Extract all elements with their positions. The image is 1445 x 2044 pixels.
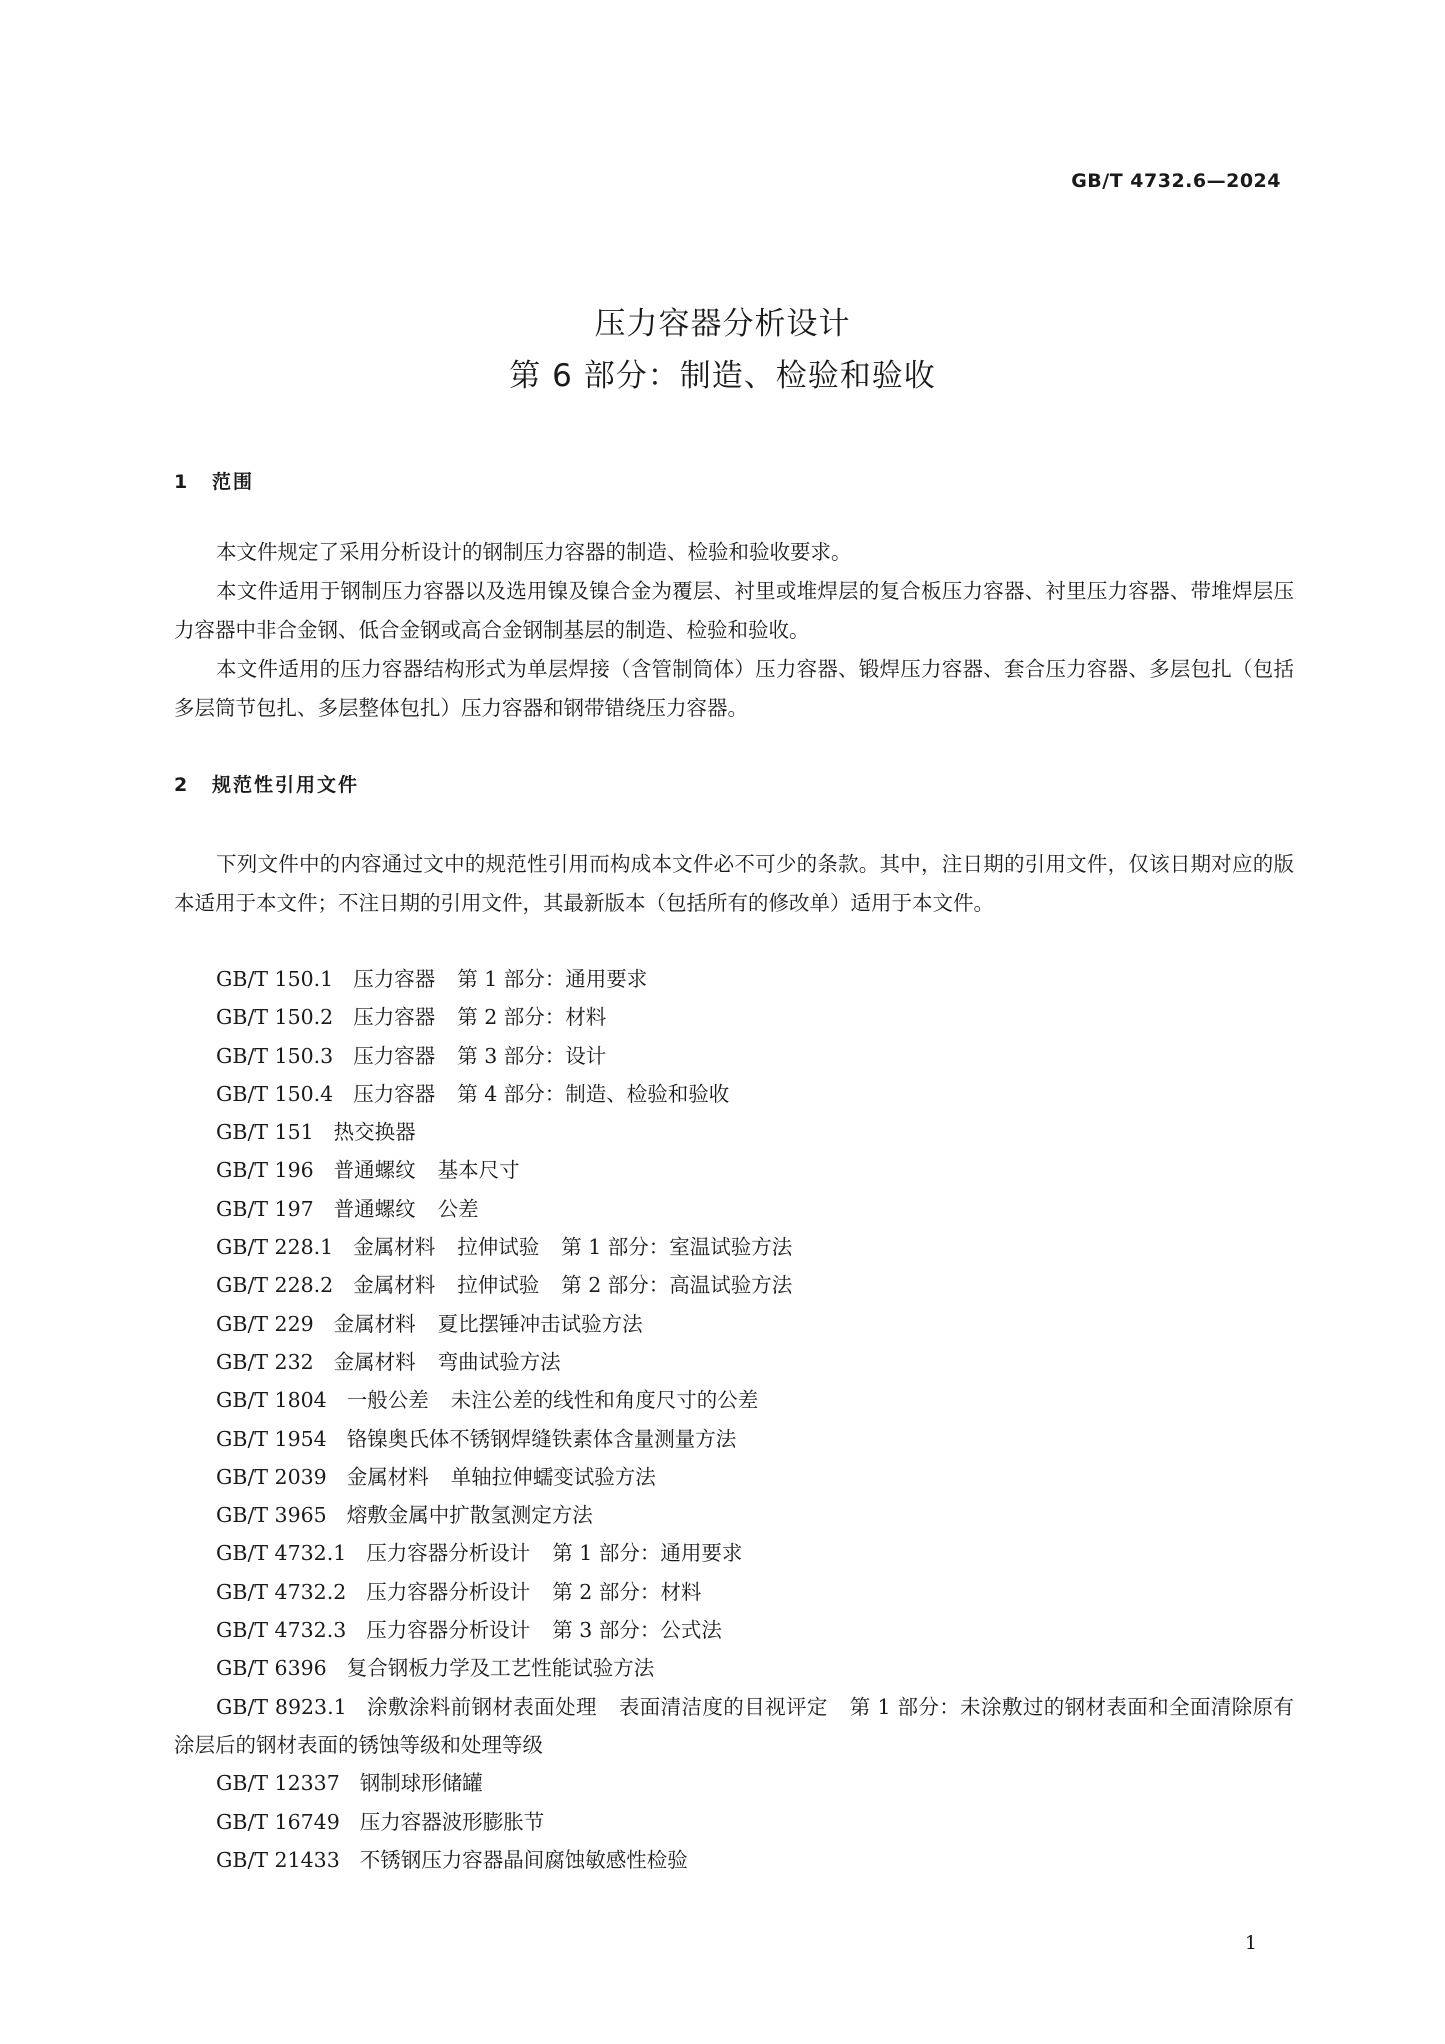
section-heading-normative-references <box>174 770 359 797</box>
reference-code: GB/T 229 <box>216 1311 314 1336</box>
reference-item <box>174 1075 1294 1113</box>
reference-title-part: 弯曲试验方法 <box>437 1349 561 1374</box>
reference-title-part: 压力容器 <box>353 967 436 991</box>
paragraph: 本文件规定了采用分析设计的钢制压力容器的制造、检验和验收要求。 <box>216 540 852 564</box>
reference-title-part: 第 3 部分：公式法 <box>552 1618 722 1643</box>
reference-title-part: 第 4 部分：制造、检验和验收 <box>457 1081 730 1106</box>
reference-title-part: 涂敷涂料前钢材表面处理 <box>366 1694 597 1719</box>
reference-title-part: 金属材料 <box>353 1235 436 1260</box>
reference-item <box>174 1228 1294 1266</box>
reference-title-part: 金属材料 <box>346 1464 429 1489</box>
section-number: 1 <box>174 471 190 493</box>
reference-item <box>174 1343 1294 1381</box>
reference-item <box>174 1305 1294 1343</box>
document-title: 压力容器分析设计 <box>594 306 851 342</box>
paragraph: 本文件适用于钢制压力容器以及选用镍及镍合金为覆层、衬里或堆焊层的复合板压力容器、衬里压力容器、带堆焊层压力容器中非合金钢、低合金钢或高合金钢制基层的制造、检验和验收。 <box>174 579 1294 642</box>
reference-title-part: 拉伸试验 <box>457 1235 540 1260</box>
reference-title-part: 热交换器 <box>333 1120 416 1145</box>
reference-title-part: 第 1 部分：通用要求 <box>457 967 648 991</box>
reference-title-part: 压力容器分析设计 <box>366 1618 531 1643</box>
reference-title-part: 公差 <box>437 1196 479 1221</box>
section-title: 范围 <box>212 471 255 493</box>
reference-title-part: 金属材料 <box>333 1349 416 1374</box>
reference-title-part: 第 1 部分：通用要求 <box>552 1541 743 1566</box>
reference-code: GB/T 150.3 <box>216 1043 334 1068</box>
reference-item <box>174 960 1294 998</box>
reference-title-part: 表面清洁度的目视评定 <box>618 1694 828 1719</box>
reference-title-part: 金属材料 <box>333 1311 416 1336</box>
section-heading-scope <box>174 467 254 494</box>
reference-title-part: 压力容器 <box>353 1005 436 1030</box>
reference-code: GB/T 196 <box>216 1158 314 1183</box>
reference-title-part: 普通螺纹 <box>333 1196 416 1221</box>
reference-item <box>174 1420 1294 1458</box>
reference-item <box>174 1534 1294 1572</box>
reference-item <box>174 1037 1294 1075</box>
reference-code: GB/T 228.2 <box>216 1273 334 1298</box>
standard-number: GB/T 4732.6—2024 <box>1071 170 1281 192</box>
document-subtitle: 第 6 部分：制造、检验和验收 <box>509 358 936 394</box>
reference-code: GB/T 228.1 <box>216 1235 334 1260</box>
reference-title-part: 第 2 部分：材料 <box>552 1579 702 1604</box>
reference-title-part: 第 1 部分：室温试验方法 <box>561 1235 793 1260</box>
page-number: 1 <box>1244 1932 1257 1954</box>
reference-title-part: 不锈钢压力容器晶间腐蚀敏感性检验 <box>359 1847 688 1872</box>
reference-code: GB/T 232 <box>216 1349 314 1374</box>
reference-code: GB/T 2039 <box>216 1464 327 1489</box>
reference-item <box>174 1151 1294 1189</box>
reference-list <box>174 960 1294 1879</box>
reference-title-part: 压力容器 <box>353 1081 436 1106</box>
reference-code: GB/T 3965 <box>216 1503 327 1528</box>
reference-code: GB/T 150.1 <box>216 967 334 991</box>
reference-code: GB/T 150.4 <box>216 1081 334 1106</box>
reference-title-part: 金属材料 <box>353 1273 436 1298</box>
reference-item <box>174 1381 1294 1419</box>
section-title: 规范性引用文件 <box>212 774 360 796</box>
reference-title-part: 第 2 部分：高温试验方法 <box>561 1273 793 1298</box>
reference-title-part: 第 2 部分：材料 <box>457 1005 607 1030</box>
reference-code: GB/T 1954 <box>216 1426 327 1451</box>
reference-code: GB/T 6396 <box>216 1656 327 1681</box>
reference-code: GB/T 4732.1 <box>216 1541 347 1566</box>
reference-code: GB/T 21433 <box>216 1847 340 1872</box>
reference-item <box>174 1611 1294 1649</box>
reference-title-part: 普通螺纹 <box>333 1158 416 1183</box>
reference-title-part: 单轴拉伸蠕变试验方法 <box>450 1464 656 1489</box>
reference-title-part: 未注公差的线性和角度尺寸的公差 <box>450 1388 759 1413</box>
reference-item <box>174 1190 1294 1228</box>
reference-item <box>174 998 1294 1036</box>
reference-title-part: 拉伸试验 <box>457 1273 540 1298</box>
reference-item <box>174 1113 1294 1151</box>
reference-item <box>174 1496 1294 1534</box>
reference-item <box>174 1688 1294 1765</box>
reference-code: GB/T 8923.1 <box>216 1694 347 1719</box>
reference-item <box>174 1573 1294 1611</box>
reference-code: GB/T 151 <box>216 1120 314 1145</box>
reference-item <box>174 1458 1294 1496</box>
reference-title-part: 第 1 部分：未涂敷过的钢材表面和全面清除原有涂层后的钢材表面的锈蚀等级和处理等级 <box>174 1694 1295 1757</box>
paragraph: 本文件适用的压力容器结构形式为单层焊接（含管制筒体）压力容器、锻焊压力容器、套合压力容器、多层包扎（包括多层筒节包扎、多层整体包扎）压力容器和钢带错绕压力容器。 <box>174 657 1294 720</box>
reference-code: GB/T 12337 <box>216 1771 340 1796</box>
section-number: 2 <box>174 774 190 796</box>
reference-code: GB/T 4732.2 <box>216 1579 347 1604</box>
reference-title-part: 压力容器分析设计 <box>366 1541 531 1566</box>
reference-title-part: 基本尺寸 <box>437 1158 520 1183</box>
reference-item <box>174 1764 1294 1802</box>
reference-item <box>174 1266 1294 1304</box>
reference-title-part: 第 3 部分：设计 <box>457 1043 607 1068</box>
reference-code: GB/T 16749 <box>216 1809 340 1834</box>
reference-code: GB/T 4732.3 <box>216 1618 347 1643</box>
reference-title-part: 压力容器波形膨胀节 <box>359 1809 545 1834</box>
reference-title-part: 铬镍奥氏体不锈钢焊缝铁素体含量测量方法 <box>346 1426 737 1451</box>
reference-title-part: 钢制球形储罐 <box>359 1771 483 1796</box>
reference-title-part: 复合钢板力学及工艺性能试验方法 <box>346 1656 655 1681</box>
reference-item <box>174 1649 1294 1687</box>
reference-title-part: 压力容器分析设计 <box>366 1579 531 1604</box>
reference-title-part: 熔敷金属中扩散氢测定方法 <box>346 1503 593 1528</box>
reference-title-part: 一般公差 <box>346 1388 429 1413</box>
reference-code: GB/T 197 <box>216 1196 314 1221</box>
paragraph: 下列文件中的内容通过文中的规范性引用而构成本文件必不可少的条款。其中，注日期的引用文件，仅该日期对应的版本适用于本文件；不注日期的引用文件，其最新版本（包括所有的修改单）适用于本文件。 <box>174 852 1294 915</box>
reference-title-part: 压力容器 <box>353 1043 436 1068</box>
reference-item <box>174 1841 1294 1879</box>
reference-code: GB/T 1804 <box>216 1388 327 1413</box>
reference-item <box>174 1803 1294 1841</box>
reference-title-part: 夏比摆锤冲击试验方法 <box>437 1311 643 1336</box>
reference-code: GB/T 150.2 <box>216 1005 334 1030</box>
